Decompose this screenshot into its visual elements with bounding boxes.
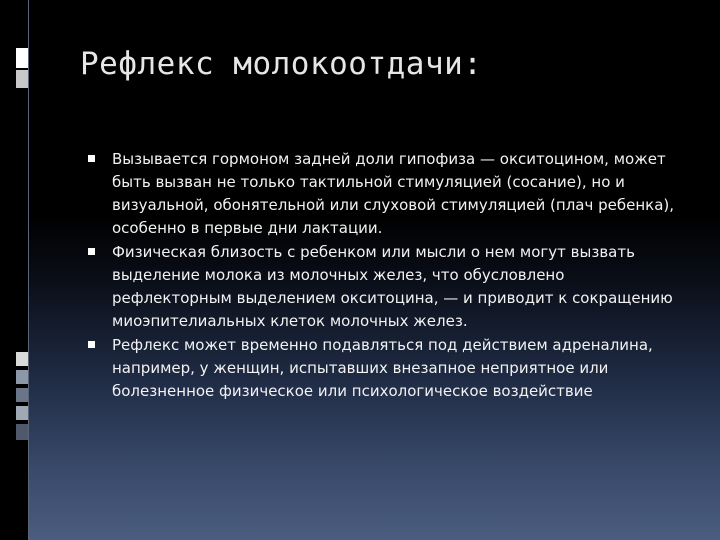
deco-block-mid-3 [16, 388, 28, 402]
deco-block-mid-5 [16, 424, 28, 440]
slide-title: Рефлекс молокоотдачи: [80, 46, 483, 82]
deco-block-mid-2 [16, 370, 28, 384]
bullet-list [88, 148, 688, 404]
bullet-text: Рефлекс может временно подавляться под действием адреналина, например, у женщин, испытавших внезапное неприятное или болезненное физическое или психологическое воздействие [112, 336, 653, 400]
square-bullet-icon [88, 248, 95, 255]
bullet-item [88, 334, 688, 403]
square-bullet-icon [88, 341, 95, 348]
bullet-item [88, 241, 688, 333]
deco-block-mid-4 [16, 406, 28, 420]
left-decor-panel [0, 0, 29, 540]
deco-block-mid-1 [16, 352, 28, 366]
deco-block-top-2 [16, 70, 28, 88]
deco-block-top-1 [16, 48, 28, 68]
bullet-item [88, 148, 688, 240]
square-bullet-icon [88, 155, 95, 162]
bullet-text: Физическая близость с ребенком или мысли о нем могут вызвать выделение молока из молочных желез, что обусловлено рефлекторным выделением окситоцина, — и приводит к сокращению миоэпителиальных клеток молочных желез. [112, 243, 673, 330]
bullet-text: Вызывается гормоном задней доли гипофиза — окситоцином, может быть вызван не только тактильной стимуляцией (сосание), но и визуальной, обонятельной или слуховой стимуляцией (плач ребенка), особенно в первые дни лактации. [112, 150, 675, 237]
